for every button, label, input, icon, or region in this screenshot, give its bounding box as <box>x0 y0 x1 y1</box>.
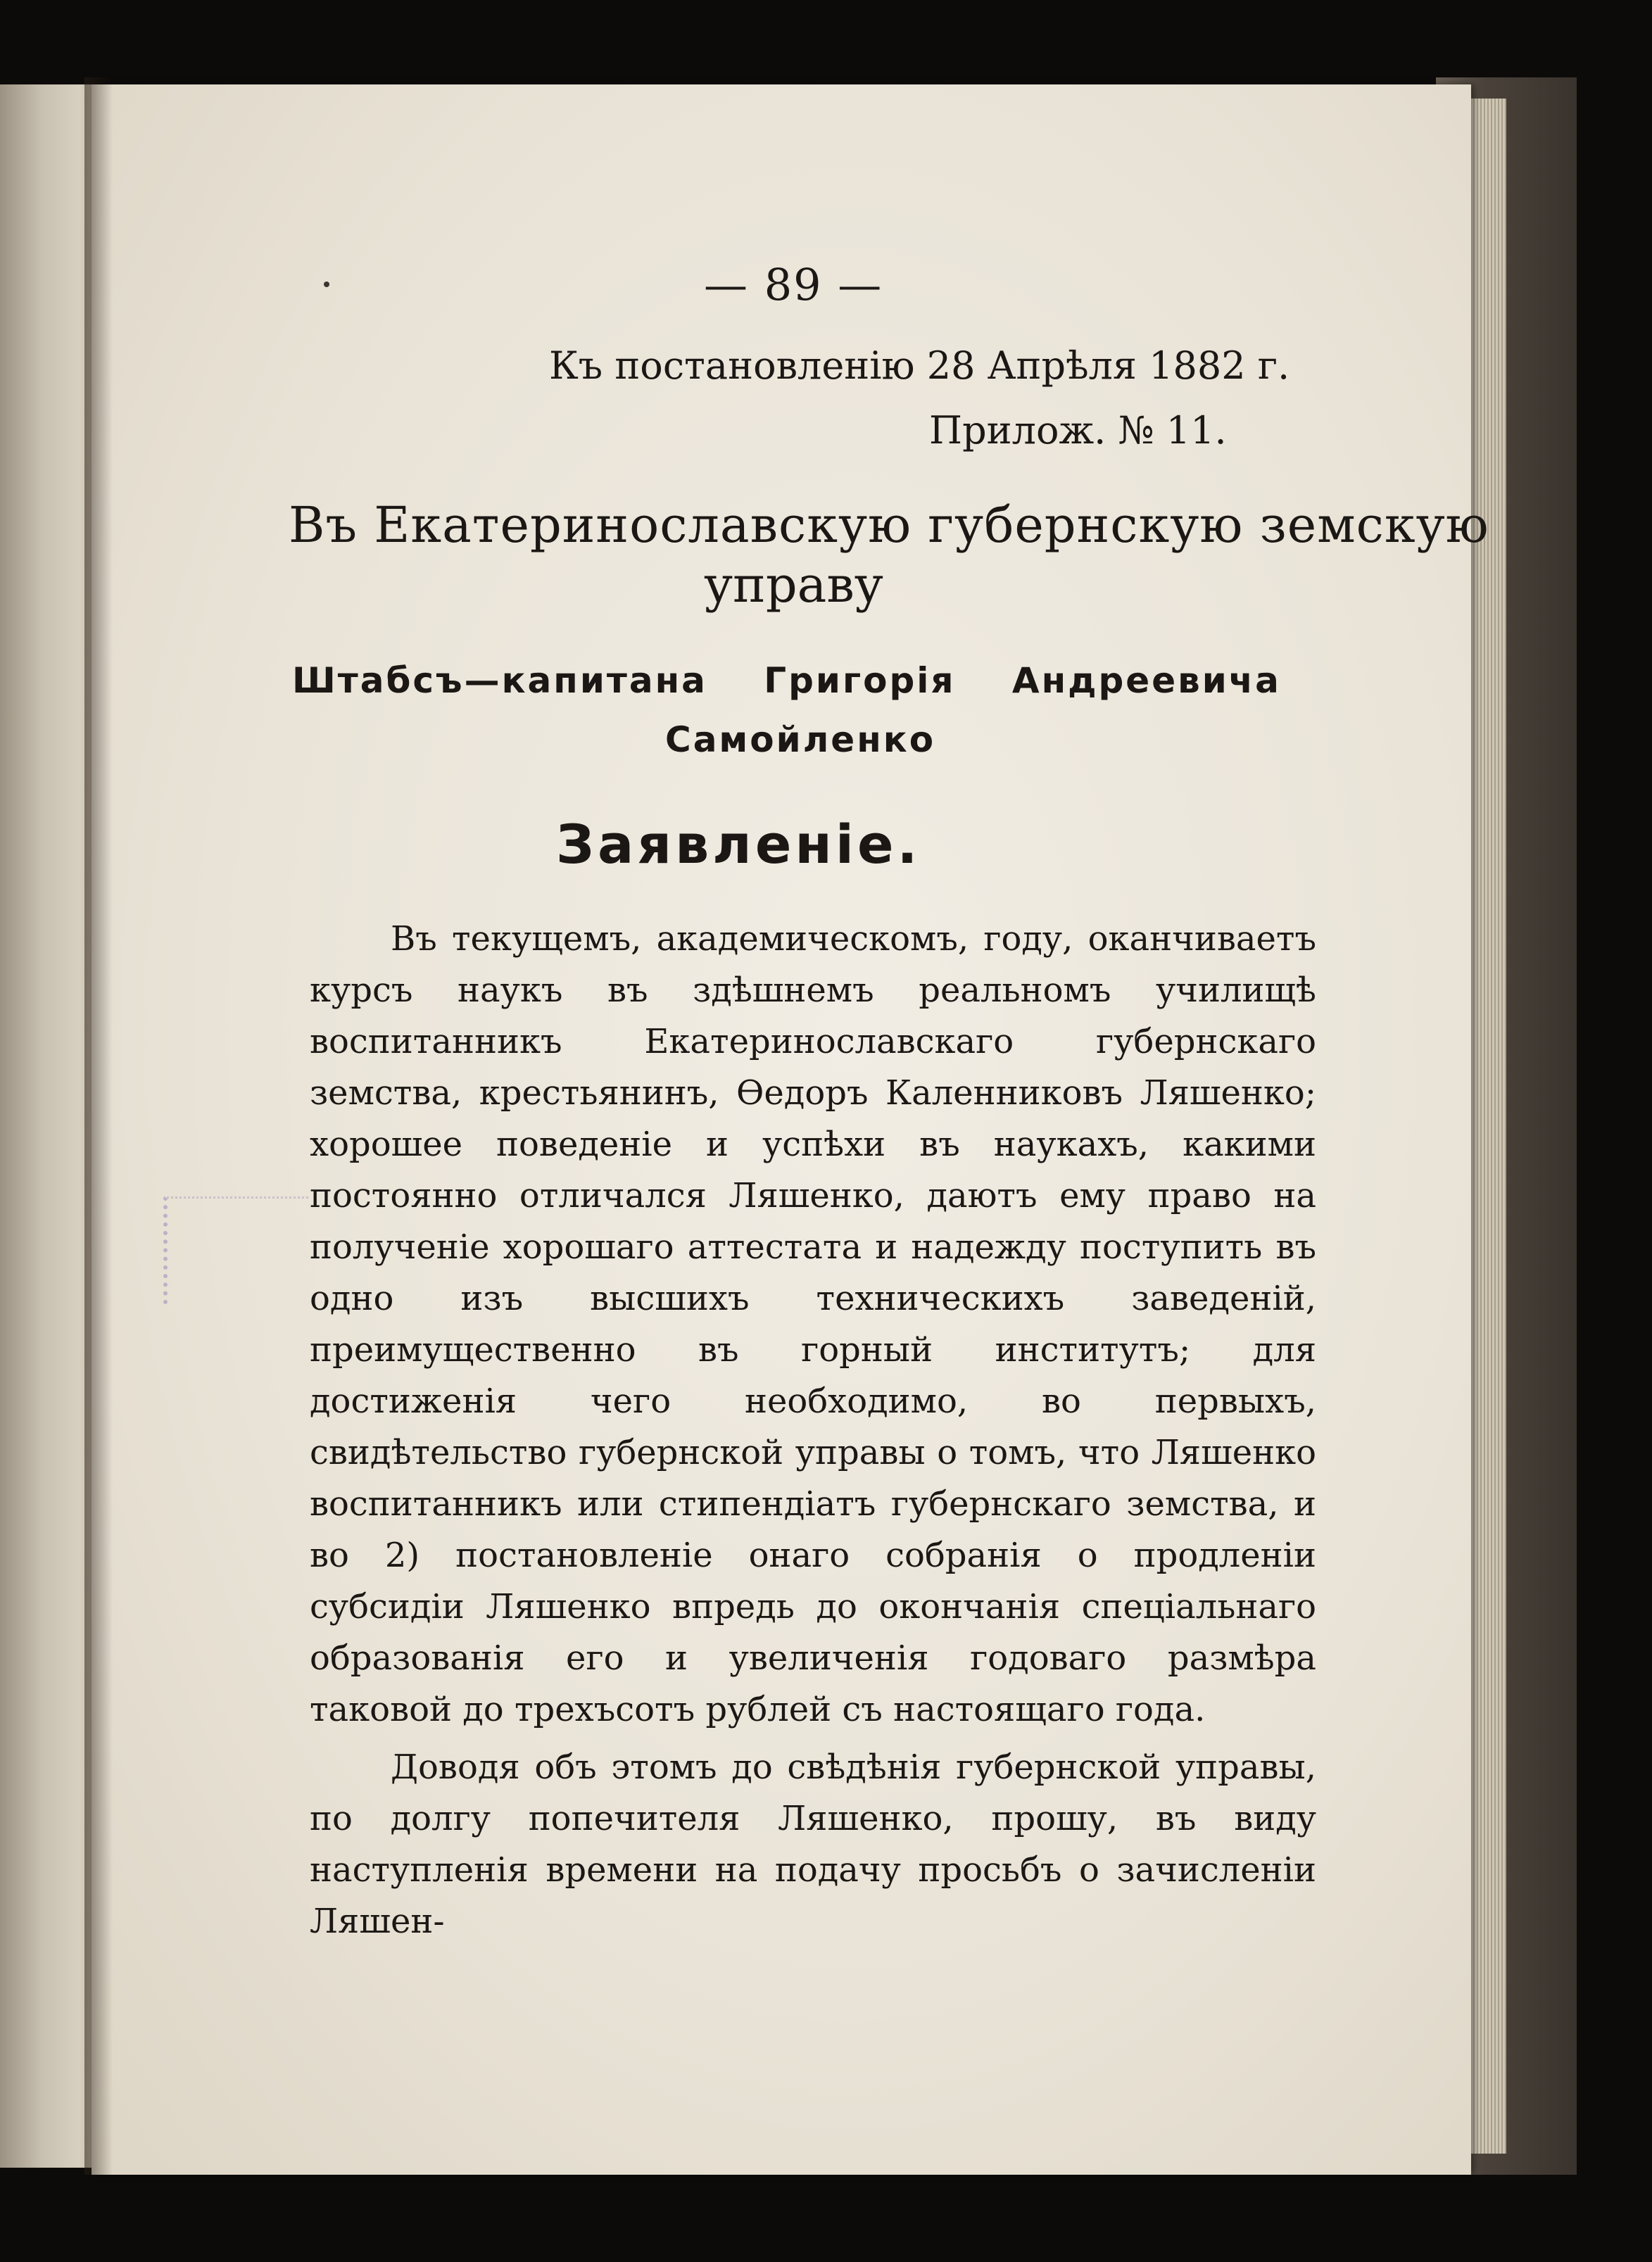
library-stamp <box>163 1196 332 1337</box>
petitioner-line-2: Самойленко <box>665 719 936 760</box>
page-number: — 89 — <box>704 259 883 310</box>
document-title: Заявленіе. <box>556 813 921 876</box>
paragraph-1: Въ текущемъ, академическомъ, году, оканчиваетъ курсъ наукъ въ здѣшнемъ реальномъ училищѣ воспитанникъ Екатеринославскаго губернскаго земства, крестьянинъ, Ѳедоръ Каленниковъ Ляшенко; хорошее поведеніе и успѣхи въ наукахъ, какими постоянно отличался Ляшенко, даютъ ему право на полученіе хорошаго аттестата и надежду поступить въ одно изъ высшихъ техническихъ заведеній, преимущественно въ горный институтъ; для достиженія чего необходимо, во первыхъ, свидѣтельство губернской управы о томъ, что Ляшенко воспитанникъ или стипендіатъ губернскаго земства, и во 2) постановленіе онаго собранія о продленіи субсидіи Ляшенко впредь до окончанія спеціальнаго образованія его и увеличенія годоваго размѣра таковой до трехъсотъ рублей съ настоящаго года. <box>310 919 1316 1729</box>
addressee-line-2: управу <box>704 556 883 614</box>
resolution-reference: Къ постановленію 28 Апрѣля 1882 г. <box>549 343 1290 388</box>
paragraph-2: Доводя объ этомъ до свѣдѣнія губернской управы, по долгу попечителя Ляшенко, прошу, въ виду наступленія времени на подачу просьбъ о зачисленіи Ляшен- <box>310 1748 1316 1941</box>
ink-speck <box>324 282 329 287</box>
petitioner-line-1: Штабсъ—капитана Григорія Андреевича <box>292 660 1281 701</box>
stamp-border <box>163 1196 308 1304</box>
appendix-number: Прилож. № 11. <box>929 408 1227 453</box>
gutter-shadow <box>84 77 113 2175</box>
addressee-line-1: Въ Екатеринославскую губернскую земскую <box>289 496 1489 554</box>
